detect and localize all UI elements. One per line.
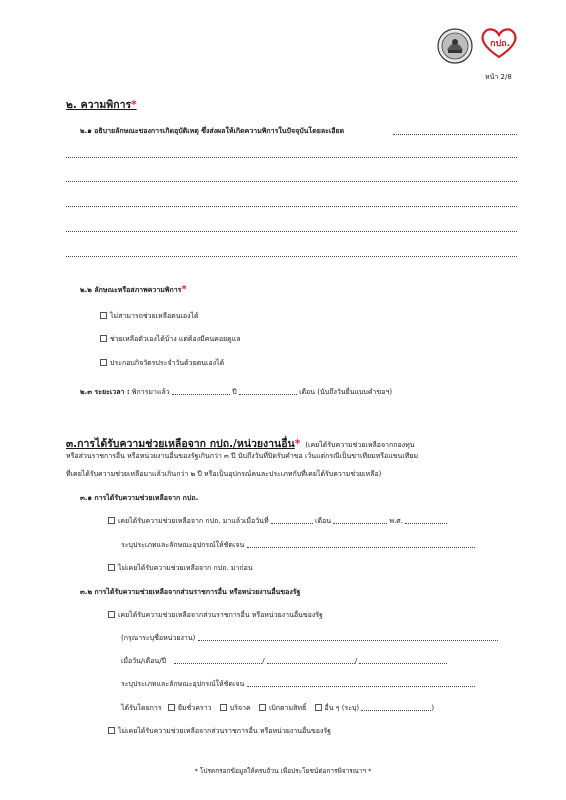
method-entitlement: เบิกตามสิทธิ์ [268, 704, 307, 712]
checkbox[interactable] [168, 704, 175, 711]
q22-option-3[interactable] [100, 358, 224, 369]
method-donation: บริจาค [229, 704, 251, 712]
q32-label: ๓.๒ การได้รับความช่วยเหลือจากส่วนราชการอื่น หรือหน่วยงานอื่นของรัฐ [80, 588, 301, 596]
q31-month-field[interactable] [333, 516, 387, 524]
q22-option-2[interactable] [100, 334, 241, 345]
q32-specify-field[interactable] [247, 679, 475, 687]
q32-month-field[interactable] [267, 656, 355, 664]
option-label: ประกอบกิจวัตรประจำวันด้วยตนเองได้ [110, 359, 225, 367]
q32-year-field[interactable] [359, 656, 447, 664]
q32-option-2[interactable] [108, 726, 331, 737]
option-label: เคยได้รับความช่วยเหลือจากส่วนราชการอื่น หรือหน่วยงานอื่นของรัฐ [118, 611, 323, 619]
q31-specify-row [121, 540, 475, 551]
option-label: ช่วยเหลือตัวเองได้บ้าง แต่ต้องมีคนคอยดูแล [110, 335, 241, 343]
q31-option-1[interactable] [108, 516, 447, 527]
section2-title-text: ๒. ความพิการ [66, 99, 132, 111]
q22-label [80, 284, 187, 296]
q32-method-row: ได้รับโดยการ ยืมชั่วคราว บริจาค เบิกตามสิทธิ์ อื่น ๆ (ระบุ) ) [121, 704, 435, 712]
footer-note: * โปรดกรอกข้อมูลให้ครบถ้วน เพื่อประโยชน์ต่อการพิจารณาฯ * [194, 767, 372, 775]
required-asterisk: * [181, 284, 187, 295]
required-asterisk: * [294, 438, 301, 450]
method-other: อื่น ๆ (ระบุ) [324, 704, 360, 712]
q32-agency-field[interactable] [198, 633, 498, 641]
required-asterisk: * [131, 99, 137, 111]
section3-note-line-3: ที่เคยได้รับความช่วยเหลือมาแล้วเกินกว่า ๒ ปี หรือเป็นอุปกรณ์คนละประเภทกับที่เคยได้รับความช่วยเหลือ) [66, 470, 382, 478]
q31-day-field[interactable] [271, 516, 313, 524]
q22-option-1[interactable] [100, 311, 199, 322]
q31-year-label: พ.ศ. [389, 517, 403, 525]
q21-answer-line-2[interactable] [66, 181, 517, 182]
option-label: ไม่เคยได้รับความช่วยเหลือจากส่วนราชการอื่น หรือหน่วยงานอื่นของรัฐ [118, 727, 332, 735]
q32-option-1[interactable] [108, 610, 323, 621]
q21-answer-line-4[interactable] [66, 231, 517, 232]
q23-label: ๒.๓ ระยะเวลา : [80, 388, 130, 396]
q21-answer-line-3[interactable] [66, 206, 517, 207]
q31-specify-label: ระบุประเภทและลักษณะอุปกรณ์ให้ชัดเจน [121, 541, 245, 549]
checkbox[interactable] [259, 704, 266, 711]
q23-month-field[interactable] [239, 387, 297, 395]
q32-received-by-label: ได้รับโดยการ [121, 704, 162, 712]
q23-year-field[interactable] [172, 387, 230, 395]
checkbox[interactable] [220, 704, 227, 711]
q32-agency-label: (กรุณาระบุชื่อหน่วยงาน) [121, 634, 196, 642]
q22-label-text: ๒.๒ ลักษณะหรือสภาพความพิการ [80, 286, 182, 294]
government-seal-logo [437, 28, 473, 64]
section3-title-row [66, 432, 414, 452]
q23-prefix: พิการมาแล้ว [131, 388, 170, 396]
method-temporary-loan: ยืมชั่วคราว [177, 704, 212, 712]
checkbox[interactable] [100, 359, 107, 366]
page-number: หน้า 2/8 [485, 73, 512, 81]
option-label: ไม่สามารถช่วยเหลือตนเองได้ [110, 312, 199, 320]
q21-answer-line-0[interactable] [393, 134, 517, 135]
q31-option-2[interactable] [108, 563, 253, 574]
q23-month-label: เดือน (นับถึงวันยื่นแบบคำขอฯ) [299, 388, 393, 396]
q32-day-field[interactable] [174, 656, 262, 664]
checkbox[interactable] [315, 704, 322, 711]
q31-month-label: เดือน [315, 517, 331, 525]
option-label: ไม่เคยได้รับความช่วยเหลือจาก กปถ. มาก่อน [118, 564, 253, 572]
checkbox[interactable] [108, 564, 115, 571]
checkbox[interactable] [108, 727, 115, 734]
q31-year-field[interactable] [405, 516, 447, 524]
checkbox[interactable] [108, 517, 115, 524]
q32-specify-label: ระบุประเภทและลักษณะอุปกรณ์ให้ชัดเจน [121, 680, 245, 688]
q31-specify-field[interactable] [247, 540, 475, 548]
q32-date-label: เมื่อวัน/เดือน/ปี [121, 657, 167, 665]
q23-row [80, 387, 392, 398]
section3-title: ๓.การได้รับความช่วยเหลือจาก กปถ./หน่วยงานอื่น [66, 438, 295, 450]
q21-answer-line-5[interactable] [66, 256, 517, 257]
checkbox[interactable] [100, 312, 107, 319]
checkbox[interactable] [100, 335, 107, 342]
q31-label: ๓.๑ การได้รับความช่วยเหลือจาก กปถ. [80, 494, 199, 502]
q32-specify-row [121, 679, 475, 690]
q32-agency-row [121, 633, 498, 644]
q32-other-field[interactable] [361, 703, 431, 711]
section3-note-line-1: (เคยได้รับความช่วยเหลือจากกองทุน [305, 441, 415, 449]
kpth-logo-text: กปถ. [490, 39, 511, 49]
q21-label: ๒.๑ อธิบายลักษณะของการเกิดอุบัติเหตุ ซึ่งส่งผลให้เกิดความพิการในปัจจุบันโดยละเอียด [80, 127, 345, 135]
section2-title [66, 96, 137, 113]
q21-answer-line-1[interactable] [66, 157, 517, 158]
q23-year-label: ปี [232, 388, 237, 396]
checkbox[interactable] [108, 611, 115, 618]
section3-note-line-2: หรือส่วนราชการอื่น หรือหน่วยงานอื่นของรัฐเกินกว่า ๓ ปี นับถึงวันที่ปิดรับคำขอ เว้นแต่กรณีเป็นขาเทียมหรือแขนเทียม [66, 452, 419, 460]
q32-date-row: เมื่อวัน/เดือน/ปี / / [121, 656, 447, 667]
option-label: เคยได้รับความช่วยเหลือจาก กปถ. มาแล้วเมื่อวันที่ [118, 517, 269, 525]
